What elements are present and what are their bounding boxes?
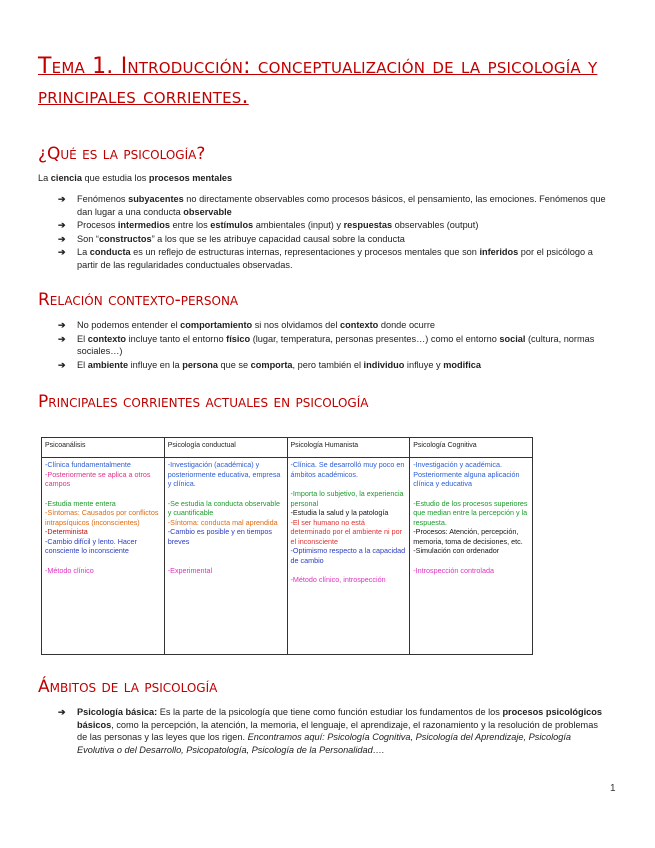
- arrow-icon: ➔: [58, 220, 66, 230]
- table-row: [42, 458, 533, 655]
- cell-gap: [45, 556, 161, 566]
- cell-gap: [168, 556, 284, 566]
- heading-corrientes: Principales corrientes actuales en psicología: [38, 392, 369, 412]
- page-title: Tema 1. Introducción: conceptualización de la psicología y principales corrientes.: [38, 54, 598, 109]
- que-es-list: [58, 193, 608, 272]
- list-item: ➔ El ambiente influye en la persona que se comporta, pero también el individuo influye y modifica: [58, 359, 481, 370]
- cell-gap: [291, 565, 407, 575]
- cell-line: -Clínica fundamentalmente: [45, 460, 131, 469]
- cell-line: -Experimental: [167, 566, 213, 575]
- corrientes-table: [41, 437, 533, 655]
- arrow-icon: ➔: [58, 247, 66, 257]
- cell-gap: [291, 479, 407, 489]
- cell-line: -Método clínico: [45, 565, 94, 575]
- arrow-icon: ➔: [58, 233, 66, 244]
- relacion-list: [58, 319, 608, 372]
- column-header: Psicoanálisis: [42, 438, 165, 458]
- cell-line: -Importa lo subjetivo, la experiencia personal: [290, 489, 404, 508]
- que-es-intro: La ciencia que estudia los procesos mentales: [38, 173, 233, 183]
- list-item: ➔ Psicología básica: Es la parte de la psicología que tiene como función estudiar los fundamentos de los procesos psicológicos básicos, como la percepción, la atención, la memoria, el lenguaje, el aprendizaje, el razonamiento y la resolución de problemas de las personas y las leyes que los rigen. Encontramos aquí: Psicología Cognitiva, Psicología del Aprendizaje, Psicología Evolutiva o del Desarrollo, Psicopatología, Psicología de la Personalidad….: [58, 707, 602, 755]
- column-header: Psicología Cognitiva: [410, 438, 533, 458]
- cell-gap: [168, 489, 284, 499]
- cell-gap: [413, 489, 529, 499]
- cell-line: -Cambio es posible y en tiempos breves: [167, 527, 273, 546]
- list-item: ➔ No podemos entender el comportamiento si nos olvidamos del contexto donde ocurre: [58, 320, 435, 330]
- ambitos-list: [58, 706, 608, 757]
- cell-line: -Se estudia la conducta observable y cuantificable: [167, 498, 281, 517]
- cell-line: -Estudio de los procesos superiores que median entre la percepción y la respuesta.: [413, 498, 528, 527]
- table-cell: [164, 458, 287, 655]
- cell-line: -Procesos: Atención, percepción, memoria, toma de decisiones, etc.: [413, 527, 523, 546]
- cell-line: -El ser humano no está determinado por el ambiente ni por el inconsciente: [290, 517, 402, 546]
- list-item: ➔ Procesos intermedios entre los estímulos ambientales (input) y respuestas observables (output): [58, 220, 479, 230]
- arrow-icon: ➔: [58, 707, 66, 717]
- list-item: ➔ Son “constructos” a los que se les atribuye capacidad causal sobre la conducta: [58, 233, 405, 244]
- arrow-icon: ➔: [58, 359, 66, 370]
- arrow-icon: ➔: [58, 320, 66, 330]
- cell-line: -Síntomas: Causados por conflictos intrapsíquicos (inconscientes): [45, 508, 159, 527]
- list-item: ➔ La conducta es un reflejo de estructuras internas, representaciones y procesos mentales que son inferidos por el psicólogo a partir de las regularidades conductuales observadas.: [58, 247, 593, 270]
- cell-line: -Cambio difícil y lento. Hacer consciente lo inconsciente: [45, 536, 137, 555]
- cell-line: -Posteriormente se aplica a otros campos: [45, 469, 151, 488]
- table-cell: [410, 458, 533, 655]
- heading-ambitos: Ámbitos de la psicología: [38, 677, 218, 697]
- cell-line: -Investigación y académica. Posteriormente alguna aplicación clínica y educativa: [413, 460, 520, 488]
- cell-line: -Síntoma: conducta mal aprendida: [167, 517, 278, 527]
- cell-line: -Método clínico, introspección: [290, 575, 386, 584]
- cell-line: -Estudia la salud y la patología: [290, 508, 389, 517]
- arrow-icon: ➔: [58, 333, 66, 344]
- table-cell: [42, 458, 165, 655]
- arrow-icon: ➔: [58, 194, 66, 204]
- column-header: Psicología conductual: [164, 438, 287, 458]
- list-item: ➔ Fenómenos subyacentes no directamente observables como procesos básicos, el pensamiento, las emociones. Fenómenos que dan lugar a una conducta observable: [58, 194, 606, 217]
- cell-line: -Investigación (académica) y posteriormente educativa, empresa y clínica.: [167, 460, 281, 488]
- cell-gap: [413, 556, 529, 566]
- cell-line: -Optimismo respecto a la capacidad de cambio: [290, 546, 406, 565]
- heading-que-es: ¿Qué es la psicología?: [38, 144, 206, 164]
- table-header-row: [42, 438, 533, 458]
- table-cell: [287, 458, 410, 655]
- column-header: Psicología Humanista: [287, 438, 410, 458]
- cell-gap: [168, 546, 284, 556]
- page-number: 1: [610, 783, 616, 794]
- cell-line: -Clínica. Se desarrolló muy poco en ámbitos académicos.: [290, 460, 405, 479]
- cell-line: -Estudia mente entera: [45, 498, 116, 508]
- list-item: ➔ El contexto incluye tanto el entorno físico (lugar, temperatura, personas presentes…) como el entorno social (cultura, normas sociales…): [58, 333, 595, 356]
- heading-relacion: Relación contexto-persona: [38, 290, 239, 310]
- cell-gap: [45, 489, 161, 499]
- cell-line: -Simulación con ordenador: [413, 546, 500, 555]
- cell-line: -Introspección controlada: [413, 565, 494, 575]
- cell-line: -Determinista: [45, 527, 88, 536]
